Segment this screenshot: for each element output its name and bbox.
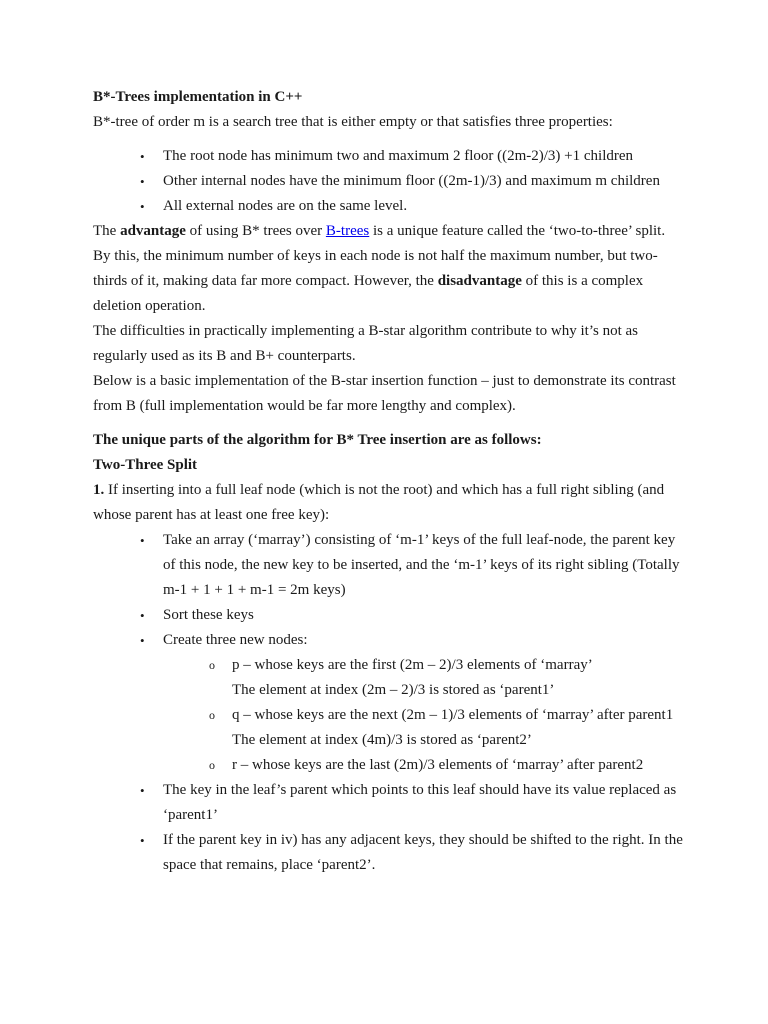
bold-advantage: advantage	[120, 223, 186, 239]
two-three-split-heading: Two-Three Split	[93, 457, 198, 473]
difficulties-paragraph: The difficulties in practically implementing a B-star algorithm contribute to why it’s not as regularly used as its B and B+ counterparts.	[93, 323, 639, 364]
text-span: is a unique feature called the ‘two-to-three’ split. By this, the minimum number of keys in each node is not half the maximum number, but two-thirds of it, making data far more compact. However, the	[93, 223, 666, 289]
document-title: B*-Trees implementation in C++	[93, 89, 303, 105]
list-item: • Sort these keys	[93, 603, 683, 628]
sub-list-extra: The element at index (2m – 2)/3 is stored as ‘parent1’	[232, 682, 555, 698]
sub-list-item	[93, 753, 683, 778]
list-item	[93, 628, 683, 778]
unique-parts-heading: The unique parts of the algorithm for B* Tree insertion are as follows:	[93, 432, 542, 448]
list-item: • The key in the leaf’s parent which points to this leaf should have its value replaced as ‘parent1’	[93, 778, 683, 828]
new-nodes-list	[93, 653, 683, 778]
list-item: • The root node has minimum two and maximum 2 floor ((2m-2)/3) +1 children	[93, 144, 683, 169]
bold-disadvantage: disadvantage	[437, 273, 522, 289]
sub-list-extra: The element at index (4m)/3 is stored as ‘parent2’	[232, 732, 532, 748]
list-item: • If the parent key in iv) has any adjacent keys, they should be shifted to the right. In the space that remains, place ‘parent2’.	[93, 828, 683, 878]
text-span: If inserting into a full leaf node (which is not the root) and which has a full right sibling (and whose parent has at least one free key):	[93, 482, 665, 523]
list-item-label: Create three new nodes:	[163, 632, 308, 648]
sub-list-line: p – whose keys are the first (2m – 2)/3 elements of ‘marray’	[232, 657, 593, 673]
advantage-paragraph	[93, 219, 683, 319]
document-page	[93, 85, 683, 878]
b-trees-link[interactable]: B-trees	[325, 223, 370, 239]
sub-list-item	[93, 703, 683, 753]
sub-list-item	[93, 653, 683, 703]
list-item: • Other internal nodes have the minimum floor ((2m-1)/3) and maximum m children	[93, 169, 683, 194]
list-item: • All external nodes are on the same level.	[93, 194, 683, 219]
sub-list-line: r – whose keys are the last (2m)/3 elements of ‘marray’ after parent2	[232, 757, 644, 773]
list-item: • Take an array (‘marray’) consisting of ‘m-1’ keys of the full leaf-node, the parent key of this node, the new key to be inserted, and the ‘m-1’ keys of its right sibling (Totally m-1 + 1 + 1 + m-1 = 2m keys)	[93, 528, 683, 603]
below-paragraph: Below is a basic implementation of the B-star insertion function – just to demonstrate its contrast from B (full implementation would be far more lengthy and complex).	[93, 373, 676, 414]
steps-list	[93, 528, 683, 878]
text-span: The	[93, 223, 121, 239]
text-span: of this is a complex deletion operation.	[93, 273, 644, 314]
step-number: 1.	[93, 482, 105, 498]
text-span: of using B* trees over	[185, 223, 326, 239]
step-1-paragraph	[93, 478, 683, 528]
sub-list-line: q – whose keys are the next (2m – 1)/3 elements of ‘marray’ after parent1	[232, 707, 674, 723]
intro-paragraph: B*-tree of order m is a search tree that is either empty or that satisfies three properties:	[93, 114, 613, 130]
properties-list	[93, 144, 683, 219]
